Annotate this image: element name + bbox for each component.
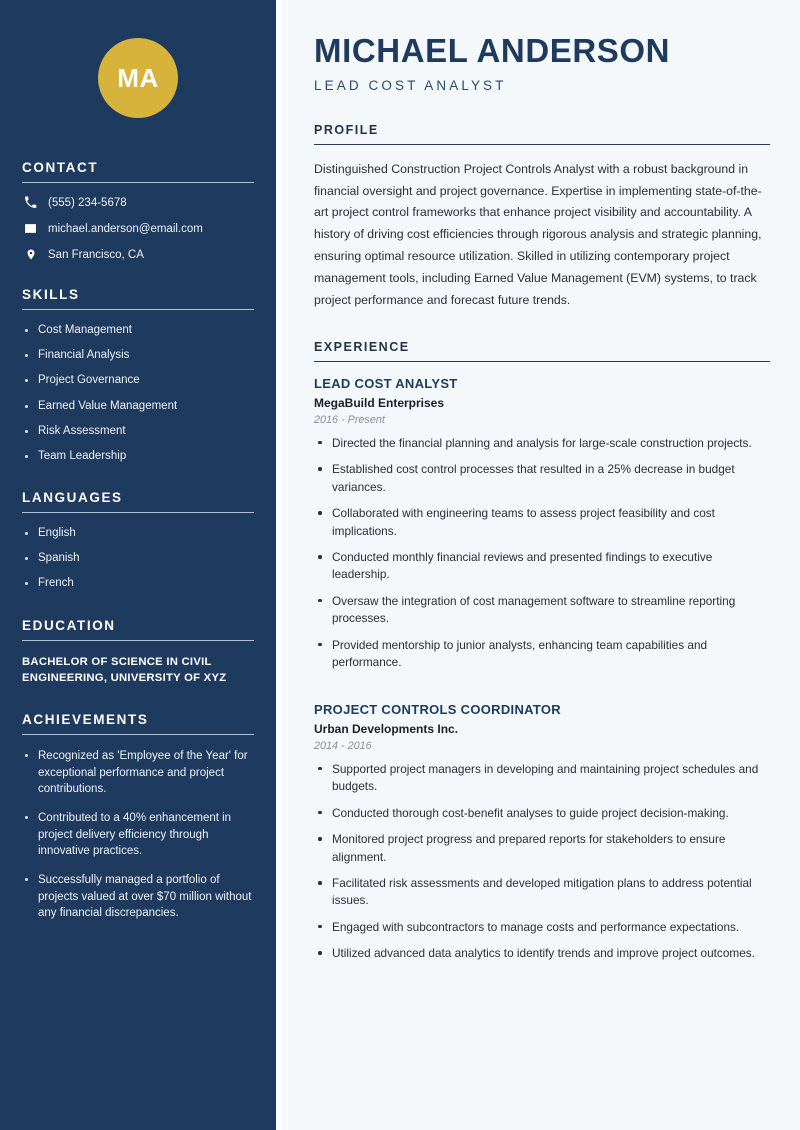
job-role-subtitle: LEAD COST ANALYST bbox=[314, 77, 507, 93]
list-item: Oversaw the integration of cost management software to streamline reporting processes. bbox=[314, 593, 770, 628]
list-item: English bbox=[22, 526, 254, 541]
avatar-container bbox=[22, 0, 254, 160]
experience-divider bbox=[314, 361, 770, 362]
list-item: Successfully managed a portfolio of projects valued at over $70 million without any financial discrepancies. bbox=[22, 872, 254, 921]
languages-heading: LANGUAGES bbox=[22, 490, 123, 506]
job-dates: 2014 - 2016 bbox=[314, 739, 372, 752]
profile-section bbox=[314, 123, 770, 312]
list-item: Provided mentorship to junior analysts, enhancing team capabilities and performance. bbox=[314, 637, 770, 672]
profile-divider bbox=[314, 144, 770, 145]
avatar: MA bbox=[98, 38, 178, 118]
education-entry: BACHELOR OF SCIENCE IN CIVIL ENGINEERING, UNIVERSITY OF XYZ bbox=[22, 655, 227, 684]
achievements-list bbox=[22, 748, 254, 921]
list-item: Risk Assessment bbox=[22, 424, 254, 439]
skills-section bbox=[22, 287, 254, 464]
page-title: MICHAEL ANDERSON bbox=[314, 32, 671, 69]
job-company: Urban Developments Inc. bbox=[314, 721, 459, 736]
list-item: Spanish bbox=[22, 551, 254, 566]
education-section bbox=[22, 618, 254, 687]
contact-heading: CONTACT bbox=[22, 160, 99, 175]
job-title: PROJECT CONTROLS COORDINATOR bbox=[314, 701, 561, 717]
list-item: Facilitated risk assessments and developed mitigation plans to address potential issues. bbox=[314, 875, 770, 910]
languages-list bbox=[22, 526, 254, 592]
skills-divider bbox=[22, 309, 254, 310]
job-bullet-list bbox=[314, 761, 770, 963]
achievements-heading: ACHIEVEMENTS bbox=[22, 712, 149, 728]
list-item: Financial Analysis bbox=[22, 348, 254, 363]
experience-section bbox=[314, 340, 770, 963]
list-item: Conducted thorough cost-benefit analyses to guide project decision-making. bbox=[314, 805, 770, 822]
list-item: Team Leadership bbox=[22, 449, 254, 464]
list-item: Collaborated with engineering teams to assess project feasibility and cost implications. bbox=[314, 505, 770, 540]
phone-icon bbox=[22, 196, 39, 209]
contact-section bbox=[22, 160, 254, 261]
contact-email-row[interactable] bbox=[22, 222, 254, 235]
achievements-section bbox=[22, 712, 254, 921]
list-item: Engaged with subcontractors to manage costs and performance expectations. bbox=[314, 919, 770, 936]
experience-heading: EXPERIENCE bbox=[314, 339, 410, 354]
education-heading: EDUCATION bbox=[22, 617, 116, 633]
profile-text: Distinguished Construction Project Controls Analyst with a robust background in financial oversight and project governance. Expertise in implementing state-of-the-art project control frameworks that enhance project visibility and accountability. A history of driving cost efficiencies through rigorous analysis and strategic planning, ensuring optimal resource utilization. Skilled in utilizing contemporary project management tools, including Earned Value Management (EVM) systems, to track project performance and forecast future trends. bbox=[314, 161, 762, 307]
list-item: Supported project managers in developing and maintaining project schedules and budgets. bbox=[314, 761, 770, 796]
profile-heading: PROFILE bbox=[314, 122, 379, 137]
list-item: Conducted monthly financial reviews and presented findings to executive leadership. bbox=[314, 549, 770, 584]
contact-phone-row[interactable] bbox=[22, 196, 254, 209]
education-divider bbox=[22, 640, 254, 641]
skills-list bbox=[22, 323, 254, 464]
experience-entry bbox=[314, 702, 770, 963]
list-item: Utilized advanced data analytics to identify trends and improve project outcomes. bbox=[314, 945, 770, 962]
list-item: Contributed to a 40% enhancement in project delivery efficiency through innovative practices. bbox=[22, 810, 254, 859]
list-item: Earned Value Management bbox=[22, 399, 254, 414]
contact-divider bbox=[22, 182, 254, 183]
languages-divider bbox=[22, 512, 254, 513]
envelope-icon bbox=[22, 222, 39, 235]
achievements-divider bbox=[22, 734, 254, 735]
skills-heading: SKILLS bbox=[22, 287, 80, 302]
job-title: LEAD COST ANALYST bbox=[314, 375, 458, 391]
languages-section bbox=[22, 490, 254, 592]
list-item: Cost Management bbox=[22, 323, 254, 338]
sidebar bbox=[0, 0, 276, 1130]
experience-spacer bbox=[314, 690, 770, 702]
job-bullet-list bbox=[314, 435, 770, 672]
list-item: French bbox=[22, 576, 254, 591]
list-item: Established cost control processes that resulted in a 25% decrease in budget variances. bbox=[314, 461, 770, 496]
list-item: Recognized as 'Employee of the Year' for exceptional performance and project contributions. bbox=[22, 748, 254, 797]
list-item: Project Governance bbox=[22, 373, 254, 388]
job-company: MegaBuild Enterprises bbox=[314, 395, 445, 410]
list-item: Directed the financial planning and analysis for large-scale construction projects. bbox=[314, 435, 770, 452]
main-content bbox=[282, 0, 800, 1130]
contact-location-value: San Francisco, CA bbox=[48, 248, 144, 261]
contact-phone-value: (555) 234-5678 bbox=[48, 196, 127, 209]
job-dates: 2016 - Present bbox=[314, 413, 385, 426]
experience-entry bbox=[314, 376, 770, 672]
contact-location-row[interactable] bbox=[22, 248, 254, 261]
location-pin-icon bbox=[22, 248, 39, 261]
contact-email-value: michael.anderson@email.com bbox=[48, 222, 203, 235]
list-item: Monitored project progress and prepared reports for stakeholders to ensure alignment. bbox=[314, 831, 770, 866]
